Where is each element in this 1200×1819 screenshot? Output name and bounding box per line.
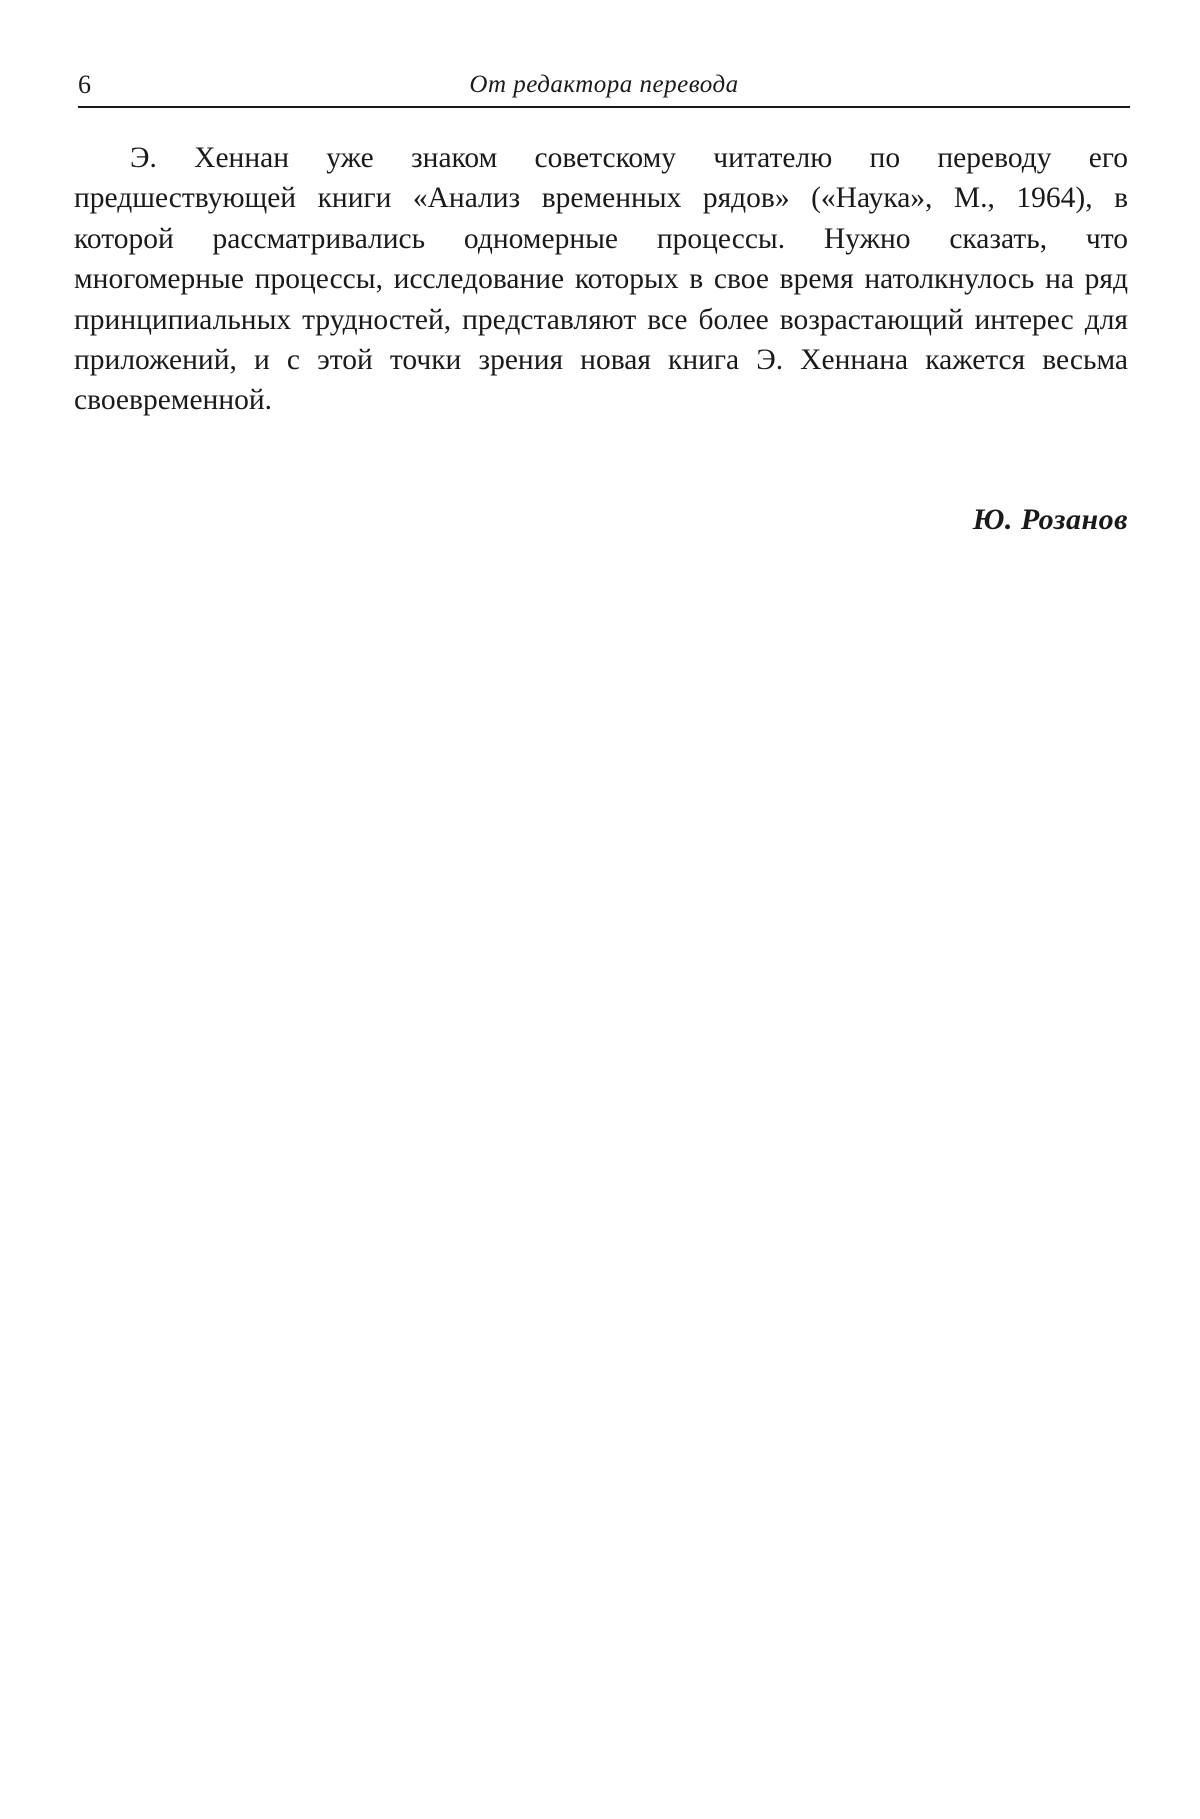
page-number: 6 [78,70,91,99]
body-paragraph: Э. Хеннан уже знаком советскому читателю по переводу его предшествующей книги «Анализ временных рядов» («Наука», М., 1964), в которой рассматривались одномерные процессы. Нужно сказать, что многомерные процессы, исследование которых в свое время натолкнулось на ряд принципиальных трудностей, представляют все более возрастающий интерес для приложений, и с этой точки зрения новая книга Э. Хеннана кажется весьма своевременной. [74,142,1128,417]
page-header [78,68,1130,108]
signature: Ю. Розанов [972,503,1128,536]
running-title: От редактора перевода [469,71,739,98]
